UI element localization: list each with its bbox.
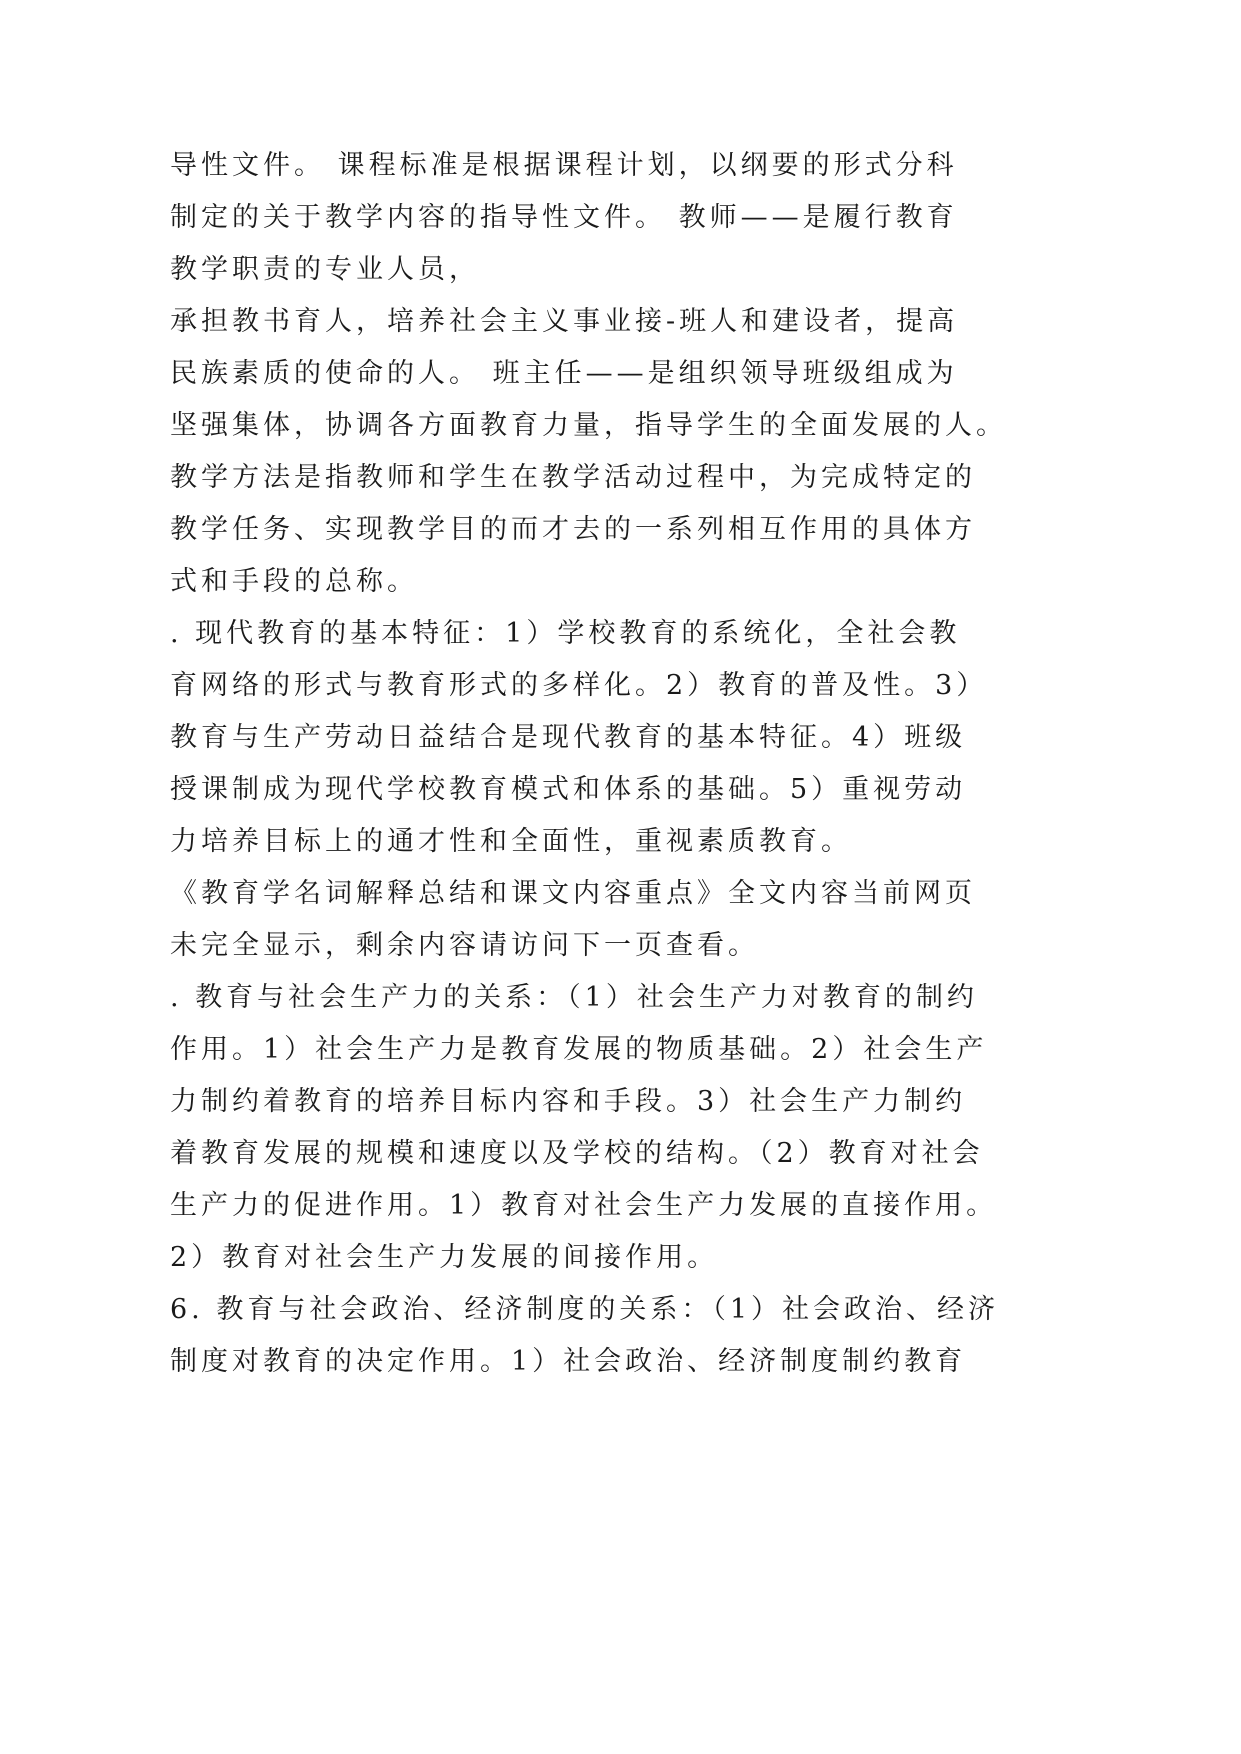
text-line: 坚强集体，协调各方面教育力量，指导学生的全面发展的人。 [170, 410, 1007, 441]
text-line: 《教育学名词解释总结和课文内容重点》全文内容当前网页 [170, 878, 976, 909]
document-body [170, 140, 1007, 1388]
text-line: 育网络的形式与教育形式的多样化。2）教育的普及性。3） [170, 670, 988, 701]
text-line: 式和手段的总称。 [170, 566, 418, 597]
text-line: 教育与生产劳动日益结合是现代教育的基本特征。4）班级 [170, 722, 967, 753]
text-line: 生产力的促进作用。1）教育对社会生产力发展的直接作用。 [170, 1190, 998, 1221]
text-line: 力制约着教育的培养目标内容和手段。3）社会生产力制约 [170, 1086, 967, 1117]
text-line: 教学方法是指教师和学生在教学活动过程中，为完成特定的 [170, 462, 976, 493]
text-line: 授课制成为现代学校教育模式和体系的基础。5）重视劳动 [170, 774, 967, 805]
text-line: 民族素质的使命的人。 班主任——是组织领导班级组成为 [170, 358, 958, 389]
text-line: . 现代教育的基本特征：1）学校教育的系统化，全社会教 [170, 618, 961, 649]
text-line: 着教育发展的规模和速度以及学校的结构。（2）教育对社会 [170, 1138, 984, 1169]
text-line: 力培养目标上的通才性和全面性，重视素质教育。 [170, 826, 852, 857]
text-line: 未完全显示，剩余内容请访问下一页查看。 [170, 930, 759, 961]
text-line: 承担教书育人，培养社会主义事业接-班人和建设者，提高 [170, 306, 959, 337]
text-line: 制度对教育的决定作用。1）社会政治、经济制度制约教育 [170, 1346, 967, 1377]
text-line: 作用。1）社会生产力是教育发展的物质基础。2）社会生产 [170, 1034, 988, 1065]
text-line: 教学任务、实现教学目的而才去的一系列相互作用的具体方 [170, 514, 976, 545]
text-line: 教学职责的专业人员， [170, 254, 480, 285]
text-line: 2）教育对社会生产力发展的间接作用。 [170, 1242, 719, 1273]
text-line: 导性文件。 课程标准是根据课程计划，以纲要的形式分科 [170, 150, 958, 181]
text-line: 6. 教育与社会政治、经济制度的关系：（1）社会政治、经济 [170, 1294, 1000, 1325]
text-line: 制定的关于教学内容的指导性文件。 教师——是履行教育 [170, 202, 958, 233]
text-line: . 教育与社会生产力的关系：（1）社会生产力对教育的制约 [170, 982, 978, 1013]
